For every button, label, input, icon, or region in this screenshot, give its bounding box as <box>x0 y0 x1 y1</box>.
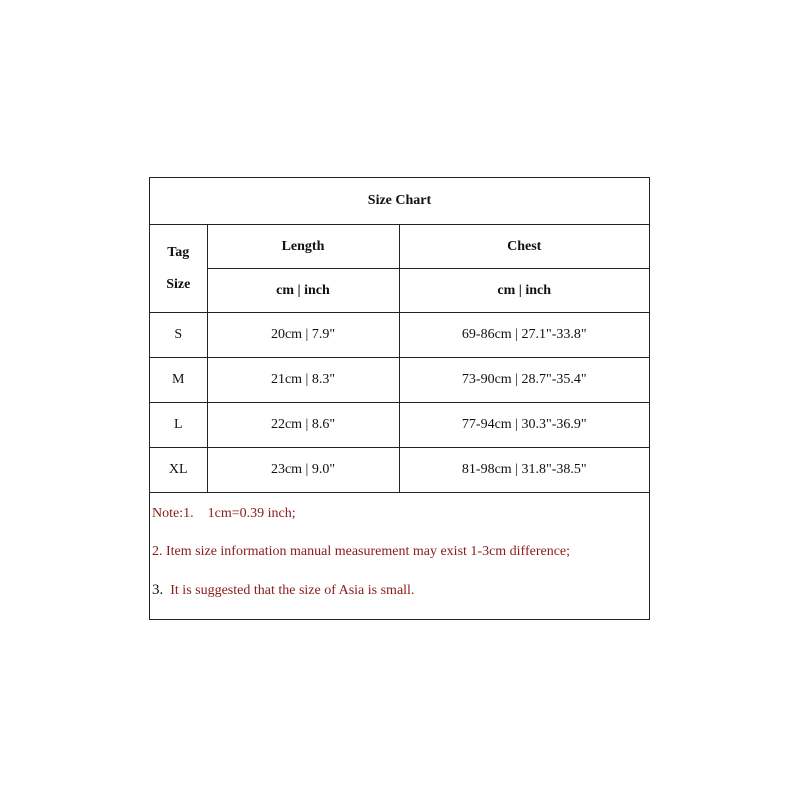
table-row <box>150 313 649 358</box>
length-cell: 22cm | 8.6" <box>207 403 399 448</box>
chest-cell: 73-90cm | 28.7"-35.4" <box>399 358 649 403</box>
table-row <box>150 448 649 493</box>
size-cell: S <box>150 313 207 358</box>
length-cell: 20cm | 7.9" <box>207 313 399 358</box>
table-row <box>150 358 649 403</box>
tag-size-line2: Size <box>166 276 191 292</box>
chest-cell: 77-94cm | 30.3"-36.9" <box>399 403 649 448</box>
note-1-prefix: Note:1. <box>152 506 194 521</box>
table-row <box>150 403 649 448</box>
length-cell: 21cm | 8.3" <box>207 358 399 403</box>
chest-cell: 69-86cm | 27.1"-33.8" <box>399 313 649 358</box>
chest-unit-header: cm | inch <box>399 269 649 313</box>
chest-header: Chest <box>399 225 649 269</box>
note-3-number: 3. <box>152 582 164 598</box>
note-3-text: It is suggested that the size of Asia is small. <box>170 583 415 598</box>
length-cell: 23cm | 9.0" <box>207 448 399 493</box>
size-table <box>150 178 649 493</box>
note-2: 2. Item size information manual measurement may exist 1-3cm difference; <box>152 544 571 559</box>
chart-title: Size Chart <box>150 178 649 225</box>
size-cell: XL <box>150 448 207 493</box>
size-cell: L <box>150 403 207 448</box>
note-1 <box>152 505 649 543</box>
notes-section <box>150 493 649 619</box>
note-1-text: 1cm=0.39 inch; <box>207 506 296 521</box>
length-header: Length <box>207 225 399 269</box>
tag-size-header <box>150 225 207 313</box>
note-3 <box>152 581 649 619</box>
size-chart <box>149 177 650 620</box>
tag-size-line1: Tag <box>167 244 190 260</box>
length-unit-header: cm | inch <box>207 269 399 313</box>
chest-cell: 81-98cm | 31.8"-38.5" <box>399 448 649 493</box>
size-cell: M <box>150 358 207 403</box>
